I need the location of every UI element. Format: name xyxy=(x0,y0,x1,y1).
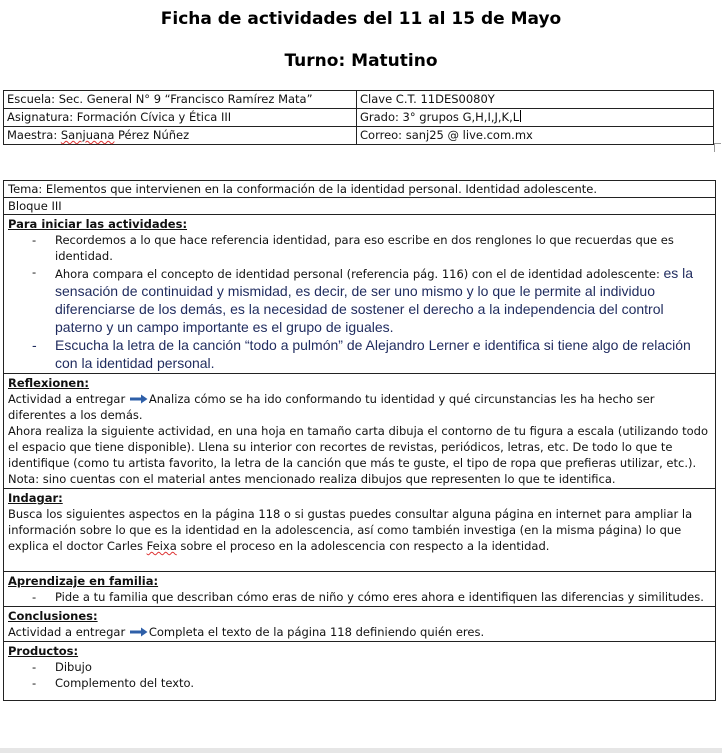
conclusiones-activity xyxy=(8,624,711,640)
right-arrow-icon xyxy=(130,394,148,404)
activity-text: Analiza cómo se ha ido conformando tu identidad y qué circunstancias les ha hecho ser diferentes a los demás. xyxy=(8,392,655,422)
list-item: - Complemento del texto. xyxy=(8,675,711,691)
activity-label: Actividad a entregar xyxy=(8,625,129,639)
activity-text: Completa el texto de la página 118 definiendo quién eres. xyxy=(148,625,485,639)
reflexionen-note: Nota: sino cuentas con el material antes mencionado realiza dibujos que representen lo que te identifica. xyxy=(8,472,616,486)
iniciar-section xyxy=(4,215,715,374)
indagar-section xyxy=(4,489,715,572)
indagar-paragraph xyxy=(8,506,711,554)
productos-heading: Productos: xyxy=(8,644,79,658)
familia-section xyxy=(4,572,715,607)
grado-text: Grado: 3° grupos G,H,I,J,K,L xyxy=(360,110,520,124)
asignatura-cell: Asignatura: Formación Cívica y Ética III xyxy=(4,109,357,127)
document-title: Ficha de actividades del 11 al 15 de Mayo xyxy=(160,9,562,29)
bloque-row: Bloque III xyxy=(4,198,715,215)
reflexionen-section xyxy=(4,374,715,489)
productos-section xyxy=(4,642,715,700)
maestra-cell xyxy=(4,127,357,145)
grado-cell[interactable] xyxy=(357,109,714,127)
right-arrow-icon xyxy=(130,627,148,637)
reflexionen-heading: Reflexionen: xyxy=(8,376,90,390)
spacer xyxy=(8,691,711,699)
info-row xyxy=(4,91,714,109)
conclusiones-section xyxy=(4,607,715,642)
maestra-last-name: Pérez Núñez xyxy=(114,128,190,142)
reflexionen-paragraph: Ahora realiza la siguiente actividad, en una hoja en tamaño carta dibuja el contorno de tu figura a escala (utilizando todo el espacio que tiene disponible). Llena su interior con recortes de revistas, periódicos, letras, etc. De todo lo que te identifique (como tu artista favorito, la letra de la canción que más te guste, el tipo de ropa que prefieras utilizar, etc.). xyxy=(8,424,708,470)
iniciar-list xyxy=(8,232,711,372)
list-item: - Escucha la letra de la canción “todo a pulmón” de Alejandro Lerner e identifica si tiene algo de relación con la identidad personal. xyxy=(8,336,711,372)
iniciar-heading: Para iniciar las actividades: xyxy=(8,217,188,231)
correo-cell: Correo: sanj25 @ live.com.mx xyxy=(357,127,714,145)
info-row xyxy=(4,109,714,127)
indagar-text-end: sobre el proceso en la adolescencia con respecto a la identidad. xyxy=(176,539,550,553)
conclusiones-heading: Conclusiones: xyxy=(8,609,98,623)
list-item xyxy=(8,264,711,336)
author-name: Feixa xyxy=(146,539,177,553)
list-item-text: Ahora compara el concepto de identidad personal (referencia pág. 116) con el de identidad adolescente: xyxy=(55,267,664,281)
page-edge-marker xyxy=(714,143,721,152)
activity-label: Actividad a entregar xyxy=(8,392,129,406)
indagar-text: Busca los siguientes aspectos en la página 118 o si gustas puedes consultar alguna página en internet para ampliar la información sobre lo que es la identidad en la adolescencia, así como también investiga (en la misma página) lo que explica el doctor Carles xyxy=(8,507,693,553)
page-bottom-bar xyxy=(0,748,722,753)
tema-row: Tema: Elementos que intervienen en la conformación de la identidad personal. Identidad adolescente. xyxy=(4,181,715,198)
productos-list xyxy=(8,659,711,691)
maestra-first-name: Sanjuana xyxy=(60,128,115,142)
list-item: - Pide a tu familia que describan cómo eras de niño y cómo eres ahora e identifiquen las diferencias y similitudes. xyxy=(8,589,711,605)
reflexionen-activity xyxy=(8,391,711,423)
activities-table xyxy=(3,180,716,701)
turno-title: Turno: Matutino xyxy=(284,51,438,71)
list-item: - Dibujo xyxy=(8,659,711,675)
maestra-label: Maestra: xyxy=(7,128,61,142)
escuela-cell: Escuela: Sec. General N° 9 “Francisco Ramírez Mata” xyxy=(4,91,357,109)
spacer xyxy=(8,554,711,570)
text-cursor xyxy=(520,110,521,122)
indagar-heading: Indagar: xyxy=(8,491,63,505)
familia-heading: Aprendizaje en familia: xyxy=(8,574,159,588)
familia-list xyxy=(8,589,711,605)
info-table xyxy=(3,90,714,145)
identity-definition: es la sensación de continuidad y mismidad, es decir, de ser uno mismo y lo que le permite al individuo diferenciarse de los demás, es la necesidad de sostener el derecho a la independencia del control paterno y un campo importante es el grupo de iguales. xyxy=(55,265,694,335)
list-item: - Recordemos a lo que hace referencia identidad, para eso escribe en dos renglones lo que recuerdas que es identidad. xyxy=(8,232,711,264)
clave-cell: Clave C.T. 11DES0080Y xyxy=(357,91,714,109)
info-row xyxy=(4,127,714,145)
